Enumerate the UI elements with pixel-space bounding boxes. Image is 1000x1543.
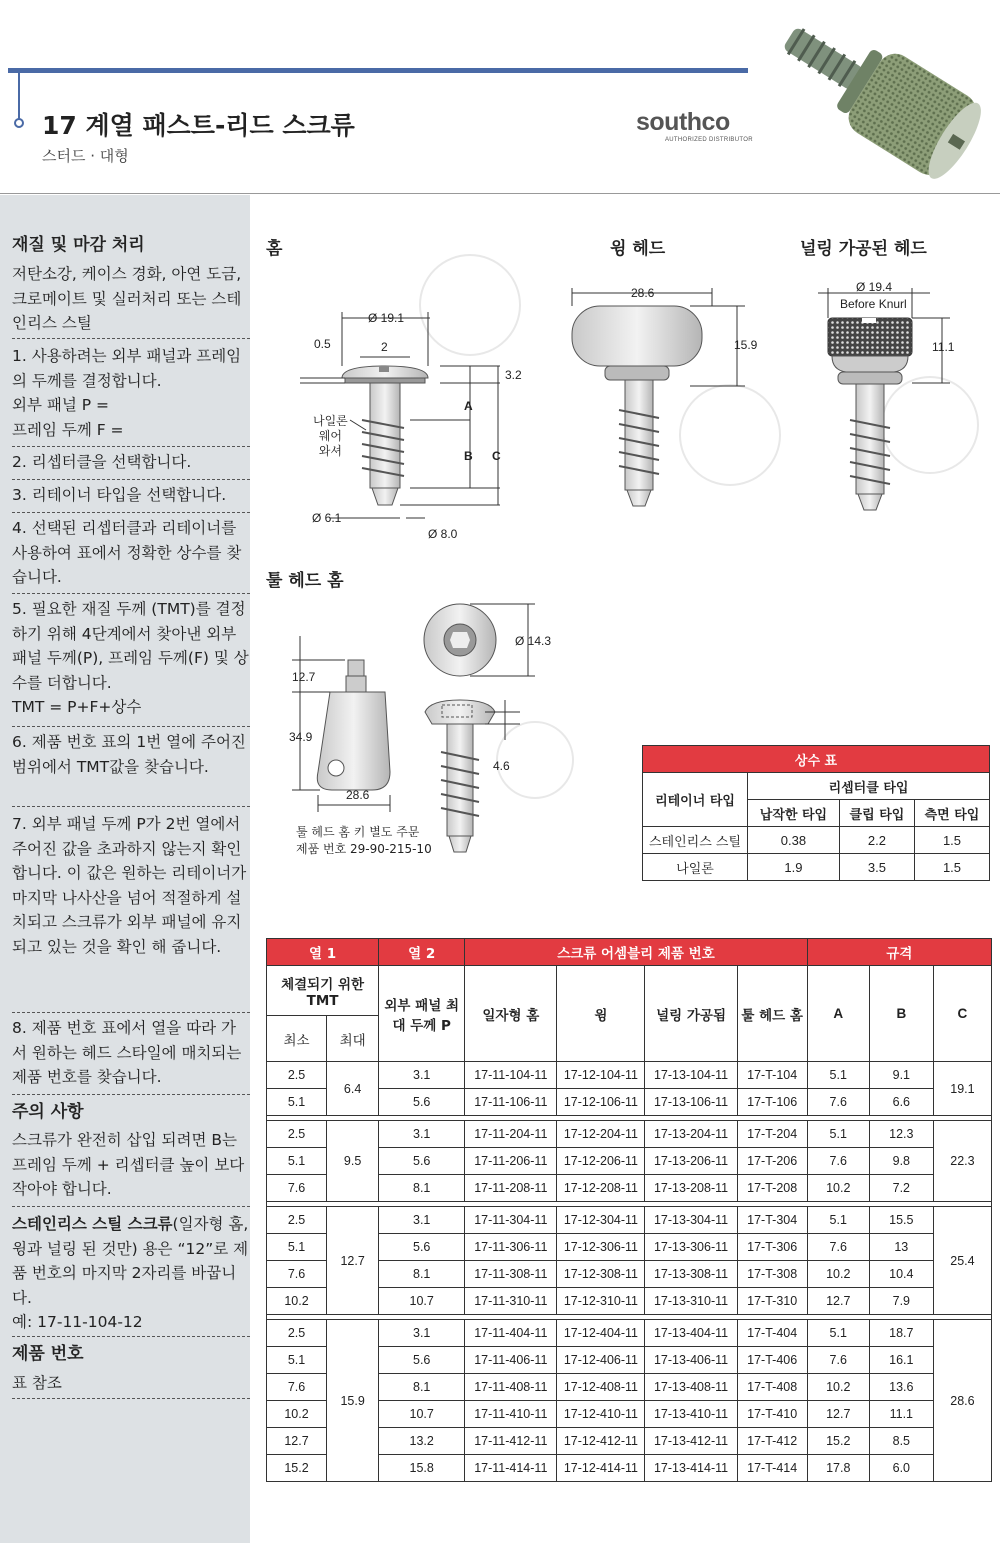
dim-head-height: 3.2 xyxy=(505,368,522,382)
dim-tool-head-height: 4.6 xyxy=(493,759,510,773)
wing-part-cell: 17-12-104-11 xyxy=(557,1062,645,1089)
wing-part-cell: 17-12-310-11 xyxy=(557,1288,645,1315)
a-cell: 10.2 xyxy=(807,1175,869,1202)
tmt-min-cell: 5.1 xyxy=(267,1347,327,1374)
h-col1: 열 1 xyxy=(267,939,379,966)
step-2: 2. 리셉터클을 선택합니다. xyxy=(12,453,192,471)
tool-part-cell: 17-T-414 xyxy=(737,1455,807,1482)
table-cell: 3.5 xyxy=(839,854,914,881)
wing-part-cell: 17-12-406-11 xyxy=(557,1347,645,1374)
slot-part-cell: 17-11-206-11 xyxy=(465,1148,557,1175)
table-row xyxy=(267,1121,992,1148)
wing-part-cell: 17-12-306-11 xyxy=(557,1234,645,1261)
h-min: 최소 xyxy=(267,1016,327,1062)
wing-part-cell: 17-12-410-11 xyxy=(557,1401,645,1428)
table-row xyxy=(267,1062,992,1089)
dim-key-width: 28.6 xyxy=(346,788,370,802)
tool-part-cell: 17-T-310 xyxy=(737,1288,807,1315)
b-cell: 6.0 xyxy=(869,1455,933,1482)
slot-part-cell: 17-11-310-11 xyxy=(465,1288,557,1315)
tool-part-cell: 17-T-204 xyxy=(737,1121,807,1148)
a-cell: 5.1 xyxy=(807,1121,869,1148)
tool-part-cell: 17-T-106 xyxy=(737,1089,807,1116)
slot-part-cell: 17-11-306-11 xyxy=(465,1234,557,1261)
dim-key-height: 34.9 xyxy=(289,730,313,744)
caution-text: 스크류가 완전히 삽입 되려면 B는 프레임 두께 + 리셉터클 높이 보다 작아야 합니다. xyxy=(12,1131,245,1198)
dim-washer-thickness: 0.5 xyxy=(314,337,331,351)
table-cell: 0.38 xyxy=(748,827,840,854)
slot-head-title: 홈 xyxy=(266,239,283,259)
dim-a: A xyxy=(464,399,473,413)
tmt-min-cell: 7.6 xyxy=(267,1261,327,1288)
tool-part-cell: 17-T-208 xyxy=(737,1175,807,1202)
slot-part-cell: 17-11-304-11 xyxy=(465,1207,557,1234)
col-side: 측면 타입 xyxy=(914,800,989,827)
b-cell: 13.6 xyxy=(869,1374,933,1401)
part-number-title: 제품 번호 xyxy=(12,1344,84,1364)
b-cell: 12.3 xyxy=(869,1121,933,1148)
h-c: C xyxy=(933,966,991,1062)
stainless-example: 예: 17-11-104-12 xyxy=(12,1313,143,1331)
knurl-head-title: 널링 가공된 헤드 xyxy=(800,239,927,259)
a-cell: 7.6 xyxy=(807,1347,869,1374)
tmt-max-cell: 9.5 xyxy=(327,1121,379,1202)
divider xyxy=(12,1094,250,1095)
h-col2: 열 2 xyxy=(379,939,465,966)
col-clip: 클립 타입 xyxy=(839,800,914,827)
knurl-part-cell: 17-13-306-11 xyxy=(645,1234,737,1261)
wing-part-cell: 17-12-412-11 xyxy=(557,1428,645,1455)
tool-part-cell: 17-T-304 xyxy=(737,1207,807,1234)
row-label: 스테인리스 스틸 xyxy=(643,827,748,854)
b-cell: 9.1 xyxy=(869,1062,933,1089)
brand-logo: southco xyxy=(636,108,730,136)
b-cell: 7.9 xyxy=(869,1288,933,1315)
step-5-text: 5. 필요한 재질 두께 (TMT)를 결정하기 위해 4단계에서 찾아낸 외부 패널 두께(P), 프레임 두께(F) 및 상수를 더합니다. xyxy=(12,600,249,692)
h-spec: 규격 xyxy=(807,939,991,966)
panel-max-cell: 15.8 xyxy=(379,1455,465,1482)
wing-part-cell: 17-12-408-11 xyxy=(557,1374,645,1401)
washer-label-1: 나일론 xyxy=(313,414,348,428)
wing-part-cell: 17-12-204-11 xyxy=(557,1121,645,1148)
b-cell: 9.8 xyxy=(869,1148,933,1175)
material-text: 저탄소강, 케이스 경화, 아연 도금, 크로메이트 및 실러처리 또는 스테인리스 스틸 xyxy=(12,265,242,332)
panel-max-cell: 5.6 xyxy=(379,1234,465,1261)
constant-table-title: 상수 표 xyxy=(643,746,990,773)
tool-part-cell: 17-T-410 xyxy=(737,1401,807,1428)
step-3: 3. 리테이너 타입을 선택합니다. xyxy=(12,486,227,504)
slot-part-cell: 17-11-406-11 xyxy=(465,1347,557,1374)
wing-part-cell: 17-12-308-11 xyxy=(557,1261,645,1288)
knurl-screw-drawing xyxy=(828,318,912,510)
tmt-min-cell: 2.5 xyxy=(267,1320,327,1347)
knurl-part-cell: 17-13-308-11 xyxy=(645,1261,737,1288)
tmt-min-cell: 12.7 xyxy=(267,1428,327,1455)
tool-part-cell: 17-T-412 xyxy=(737,1428,807,1455)
dim-c: C xyxy=(492,449,501,463)
row-label: 나일론 xyxy=(643,854,748,881)
dim-head-diameter: Ø 19.1 xyxy=(368,311,405,325)
slot-part-cell: 17-11-204-11 xyxy=(465,1121,557,1148)
table-cell: 1.5 xyxy=(914,827,989,854)
tmt-min-cell: 15.2 xyxy=(267,1455,327,1482)
panel-max-cell: 10.7 xyxy=(379,1401,465,1428)
slot-part-cell: 17-11-104-11 xyxy=(465,1062,557,1089)
tool-key-note: 툴 헤드 홈 키 별도 주문 xyxy=(296,825,420,839)
slot-part-cell: 17-11-412-11 xyxy=(465,1428,557,1455)
slot-part-cell: 17-11-308-11 xyxy=(465,1261,557,1288)
caution-title: 주의 사항 xyxy=(12,1102,84,1122)
a-cell: 7.6 xyxy=(807,1148,869,1175)
table-row xyxy=(643,827,990,854)
dim-tip-diameter: Ø 6.1 xyxy=(312,511,342,525)
tmt-min-cell: 10.2 xyxy=(267,1288,327,1315)
tmt-min-cell: 2.5 xyxy=(267,1207,327,1234)
a-cell: 5.1 xyxy=(807,1320,869,1347)
page-title: 17 계열 패스트-리드 스크류 xyxy=(42,111,355,140)
panel-max-cell: 13.2 xyxy=(379,1428,465,1455)
b-cell: 15.5 xyxy=(869,1207,933,1234)
dim-slot-width: 2 xyxy=(381,340,388,354)
tool-part-cell: 17-T-206 xyxy=(737,1148,807,1175)
tmt-min-cell: 2.5 xyxy=(267,1121,327,1148)
a-cell: 7.6 xyxy=(807,1234,869,1261)
step-8: 8. 제품 번호 표에서 열을 따라 가서 원하는 헤드 스타일에 매치되는 제품 번호를 찾습니다. xyxy=(12,1019,242,1086)
tmt-max-cell: 12.7 xyxy=(327,1207,379,1315)
divider xyxy=(12,1398,250,1399)
panel-max-cell: 8.1 xyxy=(379,1175,465,1202)
tmt-min-cell: 10.2 xyxy=(267,1401,327,1428)
divider xyxy=(12,1336,250,1337)
col-flat: 납작한 타입 xyxy=(748,800,840,827)
slot-part-cell: 17-11-106-11 xyxy=(465,1089,557,1116)
panel-max-cell: 5.6 xyxy=(379,1089,465,1116)
c-cell: 22.3 xyxy=(933,1121,991,1202)
stainless-text: (일자형 홈, 윙과 널링 된 것만) 용은 “12”로 제품 번호의 마지막 2자리를 바꿉니다. xyxy=(12,1215,249,1307)
c-cell: 19.1 xyxy=(933,1062,991,1116)
table-cell: 1.5 xyxy=(914,854,989,881)
b-cell: 18.7 xyxy=(869,1320,933,1347)
tmt-min-cell: 5.1 xyxy=(267,1234,327,1261)
wing-part-cell: 17-12-304-11 xyxy=(557,1207,645,1234)
tool-key-part: 제품 번호 29-90-215-10 xyxy=(296,842,432,856)
panel-max-cell: 8.1 xyxy=(379,1374,465,1401)
tool-part-cell: 17-T-406 xyxy=(737,1347,807,1374)
knurl-part-cell: 17-13-412-11 xyxy=(645,1428,737,1455)
a-cell: 17.8 xyxy=(807,1455,869,1482)
panel-max-cell: 3.1 xyxy=(379,1207,465,1234)
a-cell: 10.2 xyxy=(807,1261,869,1288)
washer-label-3: 와셔 xyxy=(318,444,342,458)
washer-label xyxy=(313,414,348,459)
constant-table xyxy=(642,745,990,881)
table-cell: 2.2 xyxy=(839,827,914,854)
knurl-part-cell: 17-13-304-11 xyxy=(645,1207,737,1234)
b-cell: 7.2 xyxy=(869,1175,933,1202)
wing-part-cell: 17-12-414-11 xyxy=(557,1455,645,1482)
b-cell: 16.1 xyxy=(869,1347,933,1374)
h-panel: 외부 패널 최대 두께 P xyxy=(379,966,465,1062)
tmt-min-cell: 5.1 xyxy=(267,1089,327,1116)
part-number-table xyxy=(266,938,992,1482)
dim-key-tip: 12.7 xyxy=(292,670,316,684)
h-assembly: 스크류 어셈블리 제품 번호 xyxy=(465,939,807,966)
wing-part-cell: 17-12-106-11 xyxy=(557,1089,645,1116)
dim-thread-diameter: Ø 8.0 xyxy=(428,527,458,541)
knurl-part-cell: 17-13-408-11 xyxy=(645,1374,737,1401)
table-row xyxy=(643,854,990,881)
panel-max-cell: 5.6 xyxy=(379,1347,465,1374)
step-1-frame: 프레임 두께 F = xyxy=(12,420,124,439)
h-a: A xyxy=(807,966,869,1062)
table-cell: 1.9 xyxy=(748,854,840,881)
tool-part-cell: 17-T-404 xyxy=(737,1320,807,1347)
slot-part-cell: 17-11-410-11 xyxy=(465,1401,557,1428)
a-cell: 7.6 xyxy=(807,1089,869,1116)
h-tmt: 체결되기 위한 TMT xyxy=(267,966,379,1016)
wing-head-title: 윙 헤드 xyxy=(610,239,666,259)
panel-max-cell: 5.6 xyxy=(379,1148,465,1175)
h-knurl: 널링 가공됨 xyxy=(645,966,737,1062)
c-cell: 28.6 xyxy=(933,1320,991,1482)
h-max: 최대 xyxy=(327,1016,379,1062)
stainless-note xyxy=(12,1212,250,1335)
tool-part-cell: 17-T-306 xyxy=(737,1234,807,1261)
knurl-part-cell: 17-13-414-11 xyxy=(645,1455,737,1482)
divider xyxy=(12,1206,250,1207)
knurl-part-cell: 17-13-206-11 xyxy=(645,1148,737,1175)
slot-part-cell: 17-11-404-11 xyxy=(465,1320,557,1347)
knurl-part-cell: 17-13-208-11 xyxy=(645,1175,737,1202)
tool-part-cell: 17-T-308 xyxy=(737,1261,807,1288)
washer-label-2: 웨어 xyxy=(318,429,342,443)
step-7: 7. 외부 패널 두께 P가 2번 열에서 주어진 값을 초과하지 않는지 확인합니다. 이 값은 원하는 리테이너가 마지막 나사산을 넘어 적절하게 설치되고 스크류가 외부 패널에 유지되고 있는 것을 확인 해 줍니다. xyxy=(12,815,247,956)
h-b: B xyxy=(869,966,933,1062)
wing-part-cell: 17-12-206-11 xyxy=(557,1148,645,1175)
slot-part-cell: 17-11-414-11 xyxy=(465,1455,557,1482)
tool-head-title: 툴 헤드 홈 xyxy=(266,571,344,591)
a-cell: 5.1 xyxy=(807,1062,869,1089)
dim-knurl-height: 11.1 xyxy=(932,340,955,354)
slot-screw-drawing xyxy=(342,366,428,505)
step-1-text: 1. 사용하려는 외부 패널과 프레임의 두께를 결정합니다. xyxy=(12,347,242,390)
h-slot: 일자형 홈 xyxy=(465,966,557,1062)
stainless-title: 스테인리스 스틸 스크류 xyxy=(12,1215,173,1233)
part-number-text: 표 참조 xyxy=(12,1374,62,1392)
brand-logo-sub: AUTHORIZED DISTRIBUTOR xyxy=(665,137,753,143)
dim-wing-height: 15.9 xyxy=(734,338,758,352)
knurl-part-cell: 17-13-106-11 xyxy=(645,1089,737,1116)
wing-part-cell: 17-12-208-11 xyxy=(557,1175,645,1202)
table-row xyxy=(267,1207,992,1234)
b-cell: 11.1 xyxy=(869,1401,933,1428)
receptacle-type-header: 리셉터클 타입 xyxy=(748,773,990,800)
step-5-formula: TMT = P+F+상수 xyxy=(12,698,142,716)
page-subtitle: 스터드 · 대형 xyxy=(42,147,129,165)
tmt-min-cell: 7.6 xyxy=(267,1175,327,1202)
dim-tool-diameter: Ø 14.3 xyxy=(515,634,552,648)
dim-wing-width: 28.6 xyxy=(631,286,655,300)
panel-max-cell: 3.1 xyxy=(379,1121,465,1148)
knurl-part-cell: 17-13-410-11 xyxy=(645,1401,737,1428)
knurl-part-cell: 17-13-404-11 xyxy=(645,1320,737,1347)
retainer-type-header: 리테이너 타입 xyxy=(643,773,748,827)
tmt-max-cell: 6.4 xyxy=(327,1062,379,1116)
panel-max-cell: 10.7 xyxy=(379,1288,465,1315)
dim-knurl-diameter: Ø 19.4 xyxy=(856,280,893,294)
wing-screw-drawing xyxy=(572,306,702,506)
panel-max-cell: 3.1 xyxy=(379,1320,465,1347)
panel-max-cell: 8.1 xyxy=(379,1261,465,1288)
c-cell: 25.4 xyxy=(933,1207,991,1315)
dim-knurl-note: Before Knurl xyxy=(840,297,907,311)
tmt-max-cell: 15.9 xyxy=(327,1320,379,1482)
material-title: 재질 및 마감 처리 xyxy=(12,235,145,255)
tool-part-cell: 17-T-104 xyxy=(737,1062,807,1089)
divider xyxy=(12,1012,250,1013)
tmt-min-cell: 7.6 xyxy=(267,1374,327,1401)
knurl-part-cell: 17-13-310-11 xyxy=(645,1288,737,1315)
step-6: 6. 제품 번호 표의 1번 열에 주어진 범위에서 TMT값을 찾습니다. xyxy=(12,733,246,776)
knurl-part-cell: 17-13-406-11 xyxy=(645,1347,737,1374)
tmt-min-cell: 5.1 xyxy=(267,1148,327,1175)
a-cell: 10.2 xyxy=(807,1374,869,1401)
a-cell: 15.2 xyxy=(807,1428,869,1455)
h-tool: 툴 헤드 홈 xyxy=(737,966,807,1062)
tool-head-drawing xyxy=(317,604,496,852)
h-wing: 윙 xyxy=(557,966,645,1062)
a-cell: 12.7 xyxy=(807,1288,869,1315)
step-1-panel: 외부 패널 P = xyxy=(12,396,110,414)
slot-part-cell: 17-11-208-11 xyxy=(465,1175,557,1202)
table-row xyxy=(267,1320,992,1347)
wing-part-cell: 17-12-404-11 xyxy=(557,1320,645,1347)
b-cell: 13 xyxy=(869,1234,933,1261)
step-4: 4. 선택된 리셉터클과 리테이너를 사용하여 표에서 정확한 상수를 찾습니다. xyxy=(12,519,242,586)
a-cell: 12.7 xyxy=(807,1401,869,1428)
b-cell: 10.4 xyxy=(869,1261,933,1288)
tmt-min-cell: 2.5 xyxy=(267,1062,327,1089)
knurl-part-cell: 17-13-204-11 xyxy=(645,1121,737,1148)
b-cell: 8.5 xyxy=(869,1428,933,1455)
knurl-part-cell: 17-13-104-11 xyxy=(645,1062,737,1089)
tool-part-cell: 17-T-408 xyxy=(737,1374,807,1401)
dim-b: B xyxy=(464,449,473,463)
b-cell: 6.6 xyxy=(869,1089,933,1116)
panel-max-cell: 3.1 xyxy=(379,1062,465,1089)
slot-part-cell: 17-11-408-11 xyxy=(465,1374,557,1401)
a-cell: 5.1 xyxy=(807,1207,869,1234)
